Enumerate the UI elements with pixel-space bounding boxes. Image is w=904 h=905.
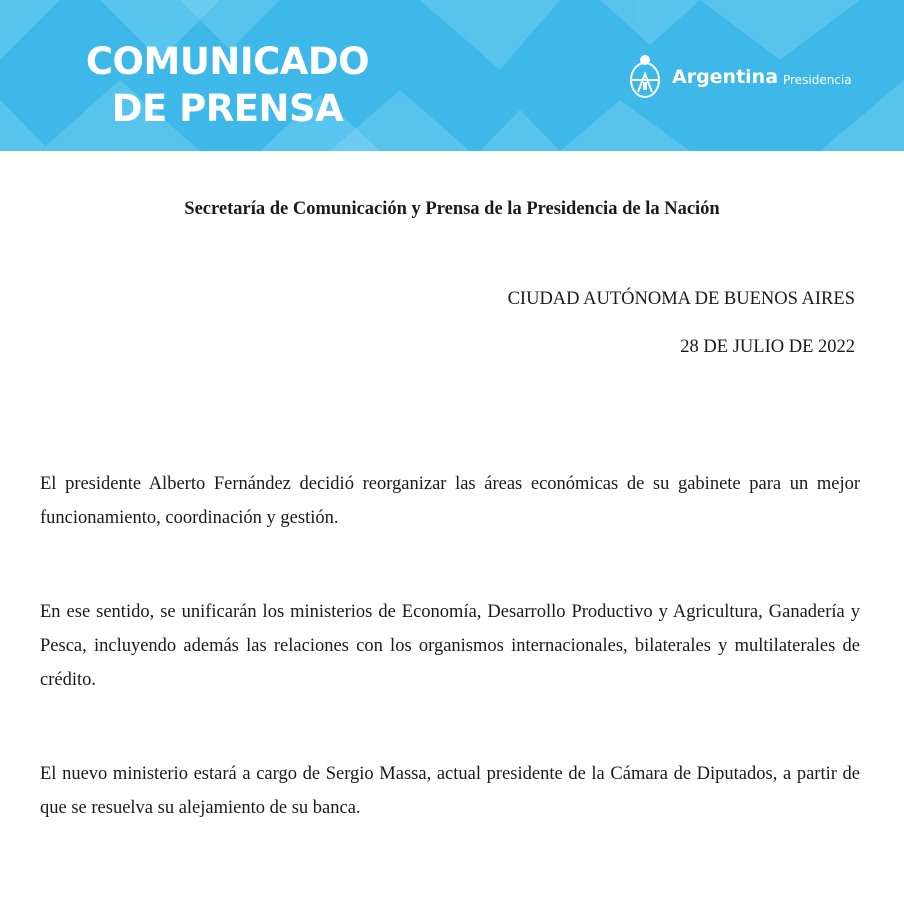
paragraph: El presidente Alberto Fernández decidió reorganizar las áreas económicas de su gabinete para un mejor funcionamiento, coordinación y gestión.	[40, 474, 860, 528]
brand-name: Argentina	[672, 66, 779, 88]
paragraph: En ese sentido, se unificarán los ministerios de Economía, Desarrollo Productivo y Agricultura, Ganadería y Pesca, incluyendo además las relaciones con los organismos internacionales, bilaterales y multilaterales de crédito.	[40, 602, 860, 690]
paragraph: El nuevo ministerio estará a cargo de Sergio Massa, actual presidente de la Cámara de Diputados, a partir de que se resuelva su alejamiento de su banca.	[40, 764, 860, 818]
banner-title: COMUNICADO DE PRENSA	[85, 40, 370, 130]
document-date: 28 DE JULIO DE 2022	[680, 337, 855, 357]
press-release-banner	[0, 0, 904, 151]
document-heading: Secretaría de Comunicación y Prensa de la Presidencia de la Nación	[184, 199, 720, 219]
document-place: CIUDAD AUTÓNOMA DE BUENOS AIRES	[507, 289, 855, 309]
argentina-coat-of-arms-icon	[626, 52, 664, 102]
argentina-presidencia-logo	[626, 52, 852, 102]
brand-subtitle: Presidencia	[783, 72, 852, 87]
